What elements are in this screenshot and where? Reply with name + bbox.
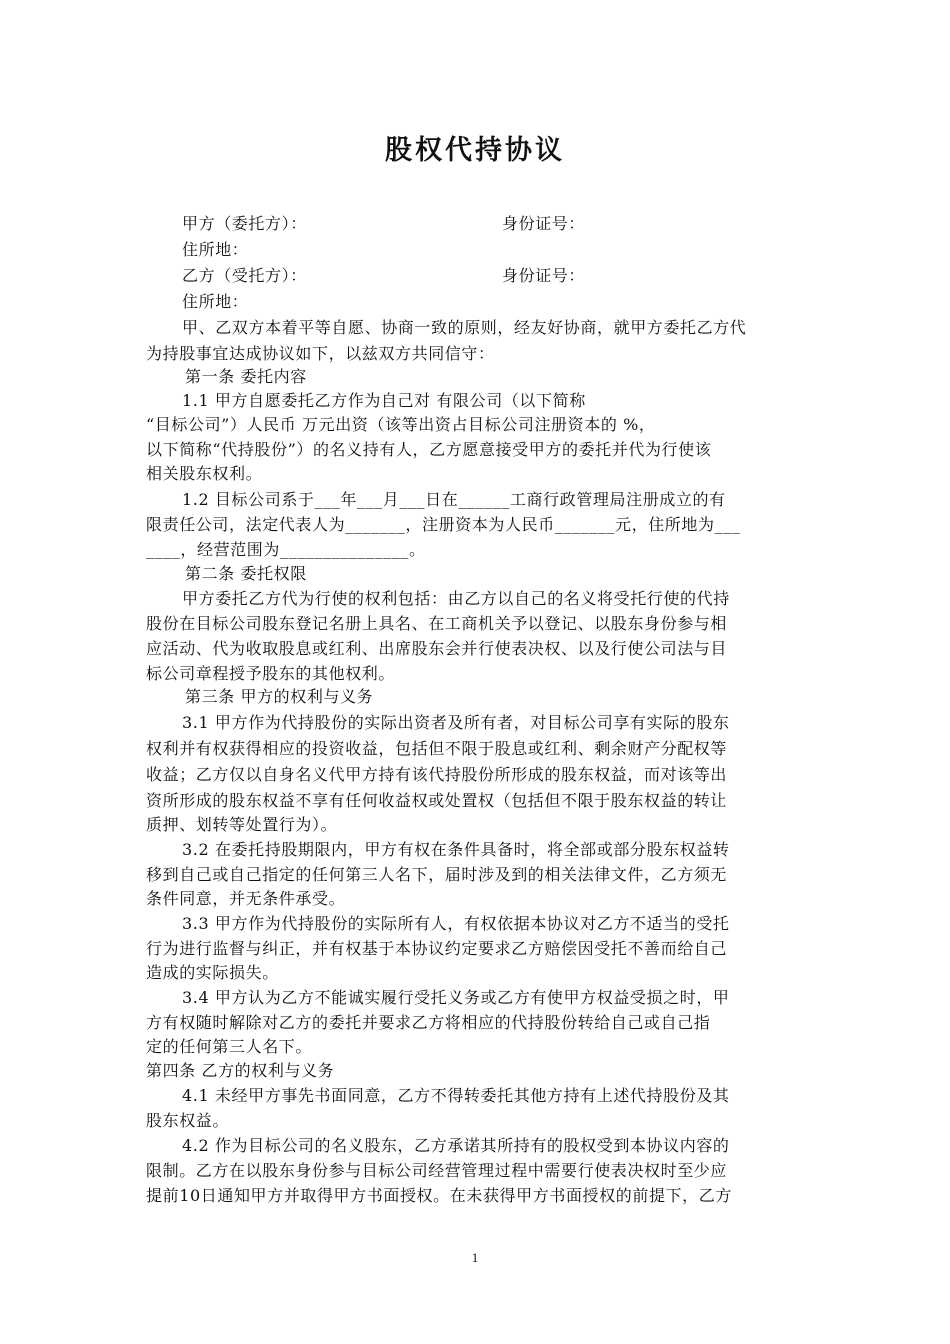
body-line: 方有权随时解除对乙方的委托并要求乙方将相应的代持股份转给自己或自己指: [146, 1013, 711, 1032]
body-line: 定的任何第三人名下。: [146, 1037, 313, 1056]
body-line: 3.2 在委托持股期限内，甲方有权在条件具备时，将全部或部分股东权益转: [182, 840, 730, 859]
party-a-address-label: 住所地：: [182, 240, 249, 259]
body-line: 质押、划转等处置行为）。: [146, 815, 338, 834]
section-heading: 第二条 委托权限: [185, 564, 307, 583]
section-heading: 第三条 甲方的权利与义务: [185, 687, 374, 706]
body-line: 收益；乙方仅以自身名义代甲方持有该代持股份所形成的股东权益，而对该等出: [146, 765, 728, 784]
body-line: “目标公司”）人民币 万元出资（该等出资占目标公司注册资本的 %，: [146, 415, 656, 434]
party-a-row: [182, 211, 808, 237]
body-line: 造成的实际损失。: [146, 963, 279, 982]
body-line: 限制。乙方在以股东身份参与目标公司经营管理过程中需要行使表决权时至少应: [146, 1161, 728, 1180]
section-heading: 第四条 乙方的权利与义务: [146, 1061, 335, 1080]
body-line: 限责任公司，法定代表人为_______，注册资本为人民币_______元，住所地为___: [146, 515, 741, 534]
section-heading: 第一条 委托内容: [185, 367, 307, 386]
body-line: 以下简称“代持股份”）的名义持有人，乙方愿意接受甲方的委托并代为行使该: [146, 440, 712, 459]
body-line: 1.1 甲方自愿委托乙方作为自己对 有限公司（以下简称: [182, 391, 586, 410]
document-title: 股权代持协议: [385, 135, 565, 166]
party-b-label: 乙方（受托方）：: [182, 266, 307, 285]
body-line: 条件同意，并无条件承受。: [146, 889, 346, 908]
body-line: 4.1 未经甲方事先书面同意，乙方不得转委托其他方持有上述代持股份及其: [182, 1086, 730, 1105]
page-number: 1: [471, 1250, 479, 1265]
body-line: 应活动、代为收取股息或红利、出席股东会并行使表决权、以及行使公司法与目: [146, 639, 728, 658]
party-a-id-label: 身份证号：: [502, 214, 586, 233]
body-line: 为持股事宜达成协议如下，以兹双方共同信守：: [146, 344, 495, 363]
party-b-row: [182, 263, 808, 289]
body-line: 3.3 甲方作为代持股份的实际所有人，有权依据本协议对乙方不适当的受托: [182, 914, 730, 933]
body-line: 标公司章程授予股东的其他权利。: [146, 664, 396, 683]
body-line: 股份在目标公司股东登记名册上具名、在工商机关予以登记、以股东身份参与相: [146, 614, 728, 633]
body-line: 甲、乙双方本着平等自愿、协商一致的原则，经友好协商，就甲方委托乙方代: [182, 318, 747, 337]
body-line: 4.2 作为目标公司的名义股东，乙方承诺其所持有的股权受到本协议内容的: [182, 1136, 730, 1155]
body-line: 3.1 甲方作为代持股份的实际出资者及所有者，对目标公司享有实际的股东: [182, 713, 730, 732]
body-line: 1.2 目标公司系于___年___月___日在______工商行政管理局注册成立的有: [182, 490, 726, 509]
party-a-label: 甲方（委托方）：: [182, 214, 307, 233]
body-line: 提前10日通知甲方并取得甲方书面授权。在未获得甲方书面授权的前提下，乙方: [146, 1186, 732, 1205]
party-b-address-label: 住所地：: [182, 292, 249, 311]
body-line: 行为进行监督与纠正，并有权基于本协议约定要求乙方赔偿因受托不善而给自己: [146, 939, 728, 958]
body-line: 3.4 甲方认为乙方不能诚实履行受托义务或乙方有使甲方权益受损之时，甲: [182, 988, 730, 1007]
body-line: 权利并有权获得相应的投资收益，包括但不限于股息或红利、剩余财产分配权等: [146, 739, 728, 758]
body-line: 相关股东权利。: [146, 464, 263, 483]
body-line: 资所形成的股东权益不享有任何收益权或处置权（包括但不限于股东权益的转让: [146, 791, 728, 810]
party-b-id-label: 身份证号：: [502, 266, 586, 285]
body-line: 股东权益。: [146, 1111, 230, 1130]
body-line: ____，经营范围为_______________。: [146, 540, 426, 559]
body-line: 甲方委托乙方代为行使的权利包括：由乙方以自己的名义将受托行使的代持: [182, 589, 730, 608]
body-line: 移到自己或自己指定的任何第三人名下，届时涉及到的相关法律文件，乙方须无: [146, 865, 728, 884]
